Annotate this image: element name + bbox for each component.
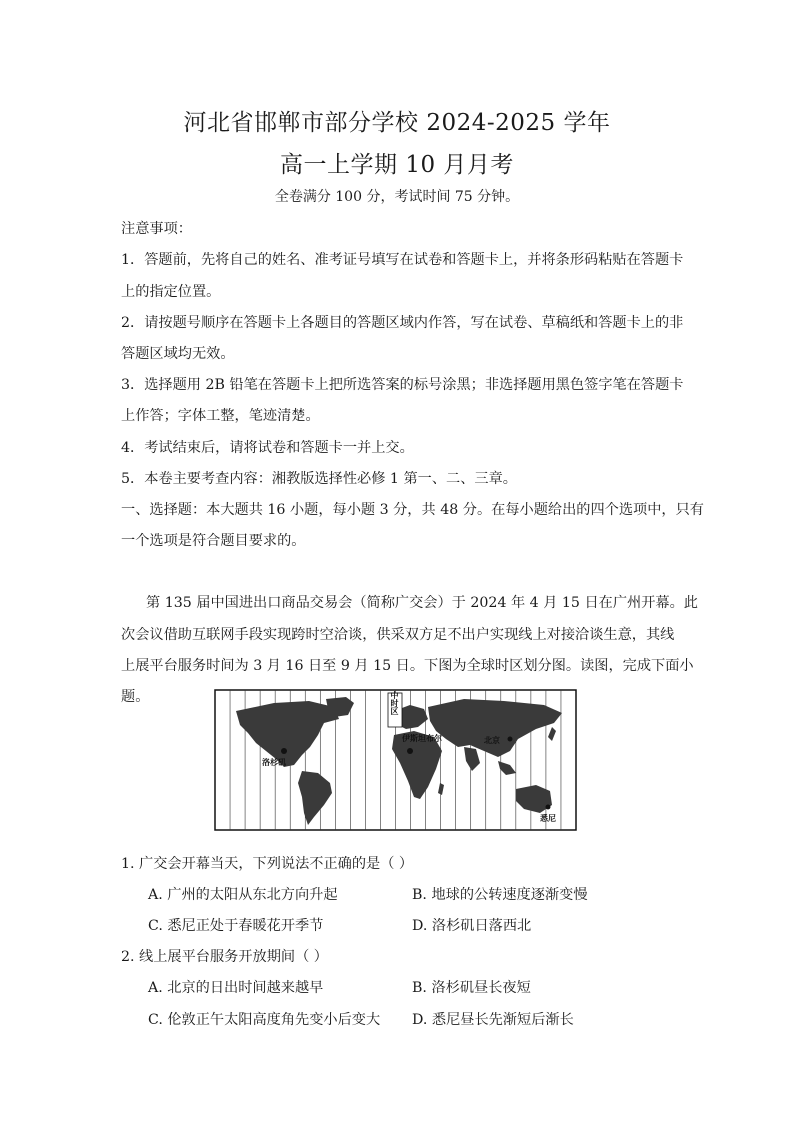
notice-line: 答题区域均无效。: [121, 346, 235, 362]
passage-line: 题。: [121, 689, 150, 705]
notice-line: 5．本卷主要考查内容：湘教版选择性必修 1 第一、二、三章。: [121, 471, 517, 487]
exam-title-line2: 高一上学期 10 月月考: [280, 152, 514, 178]
notice-line: 3．选择题用 2B 铅笔在答题卡上把所选答案的标号涂黑；非选择题用黑色签字笔在答题卡: [121, 377, 684, 393]
map-label-istanbul: 伊斯坦布尔: [402, 733, 442, 743]
notice-heading: 注意事项：: [121, 221, 192, 237]
istanbul-marker: [407, 748, 413, 754]
question-stem: 1. 广交会开幕当天，下列说法不正确的是（ ）: [121, 856, 414, 872]
notice-line: 1．答题前，先将自己的姓名、准考证号填写在试卷和答题卡上，并将条形码粘贴在答题卡: [121, 252, 684, 268]
question-option: C. 悉尼正处于春暖花开季节: [148, 918, 324, 934]
notice-line: 上的指定位置。: [121, 284, 221, 300]
question-option: D. 洛杉矶日落西北: [412, 918, 532, 934]
section-instruction: 一个选项是符合题目要求的。: [121, 533, 306, 549]
exam-subtitle: 全卷满分 100 分，考试时间 75 分钟。: [274, 189, 520, 205]
notice-line: 4．考试结束后，请将试卷和答题卡一并上交。: [121, 440, 414, 456]
question-option: D. 悉尼昼长先渐短后渐长: [412, 1012, 574, 1028]
notice-line: 2．请按题号顺序在答题卡上各题目的答题区域内作答，写在试卷、草稿纸和答题卡上的非: [121, 315, 684, 331]
section-instruction: 一、选择题：本大题共 16 小题，每小题 3 分，共 48 分。在每小题给出的四个选项中，只有: [121, 502, 704, 518]
map-label-central-zone: 中时区: [390, 691, 400, 715]
map-label-la: 洛杉矶: [262, 757, 286, 767]
question-option: C. 伦敦正午太阳高度角先变小后变大: [148, 1012, 381, 1028]
la-marker: [281, 748, 287, 754]
map-label-beijing: 北京: [484, 735, 500, 745]
question-option: A. 广州的太阳从东北方向升起: [148, 887, 338, 903]
beijing-marker: [508, 737, 513, 742]
question-option: B. 洛杉矶昼长夜短: [412, 980, 531, 996]
question-stem: 2. 线上展平台服务开放期间（ ）: [121, 949, 328, 965]
passage-line: 第 135 届中国进出口商品交易会（简称广交会）于 2024 年 4 月 15 日在广州开幕。此: [146, 595, 698, 611]
exam-title-line1: 河北省邯郸市部分学校 2024-2025 学年: [183, 110, 611, 136]
world-time-zone-map: [214, 689, 577, 831]
notice-line: 上作答；字体工整，笔迹清楚。: [121, 408, 320, 424]
passage-line: 次会议借助互联网手段实现跨时空洽谈，供采双方足不出户实现线上对接洽谈生意，其线: [121, 627, 675, 643]
question-option: B. 地球的公转速度逐渐变慢: [412, 887, 588, 903]
sydney-marker: [546, 805, 551, 810]
passage-line: 上展平台服务时间为 3 月 16 日至 9 月 15 日。下图为全球时区划分图。读图，完成下面小: [121, 658, 694, 674]
question-option: A. 北京的日出时间越来越早: [148, 980, 324, 996]
map-label-sydney: 悉尼: [540, 813, 556, 823]
